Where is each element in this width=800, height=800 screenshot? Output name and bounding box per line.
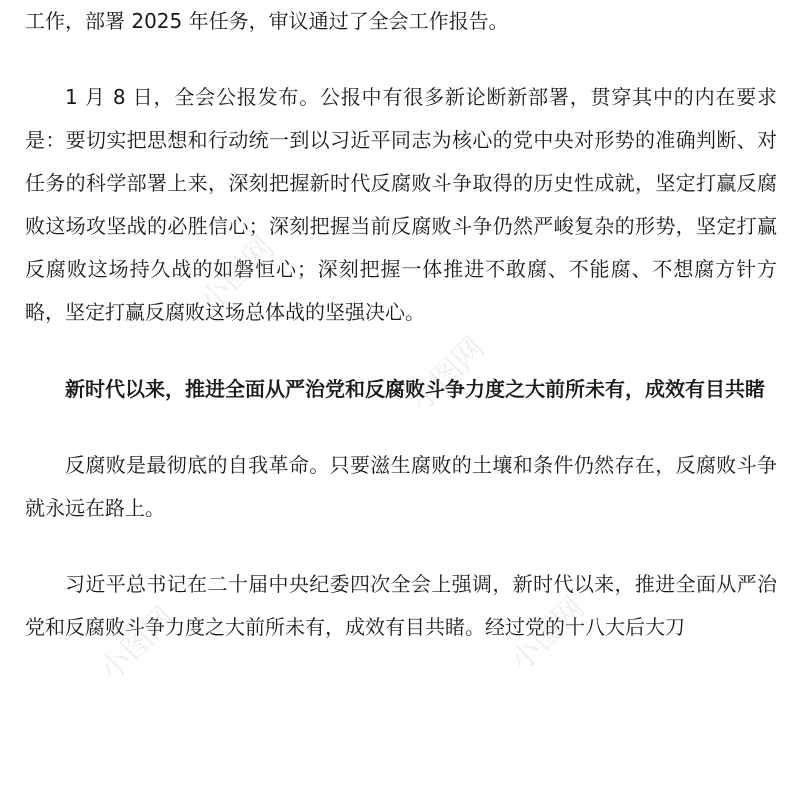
paragraph-speech: 习近平总书记在二十届中央纪委四次全会上强调，新时代以来，推进全面从严治党和反腐败斗争力度之大前所未有，成效有目共睹。经过党的十八大后大刀 — [25, 572, 777, 639]
watermark-logo-1: 小图网 — [193, 230, 282, 319]
paragraph-intro-tail: 工作，部署 2025 年任务，审议通过了全会工作报告。 — [25, 9, 509, 33]
article-body — [25, 0, 777, 649]
paragraph-communique: 1 月 8 日，全会公报发布。公报中有很多新论断新部署，贯穿其中的内在要求是：要切实把思想和行动统一到以习近平同志为核心的党中央对形势的准确判断、对任务的科学部署上来，深刻把握新时代反腐败斗争取得的历史性成就，坚定打赢反腐败这场攻坚战的必胜信心；深刻把握当前反腐败斗争仍然严峻复杂的形势，坚定打赢反腐败这场持久战的如磐恒心；深刻把握一体推进不敢腐、不能腐、不想腐方针方略，坚定打赢反腐败这场总体战的坚强决心。 — [25, 85, 777, 324]
watermark-logo-3: 小图网 — [93, 600, 182, 689]
paragraph-self-revolution: 反腐败是最彻底的自我革命。只要滋生腐败的土壤和条件仍然存在，反腐败斗争就永远在路上。 — [25, 453, 777, 520]
section-heading: 新时代以来，推进全面从严治党和反腐败斗争力度之大前所未有，成效有目共睹 — [65, 377, 765, 401]
watermark-logo-2: 小图网 — [403, 330, 492, 419]
watermark-logo-4: 小图网 — [503, 590, 592, 679]
